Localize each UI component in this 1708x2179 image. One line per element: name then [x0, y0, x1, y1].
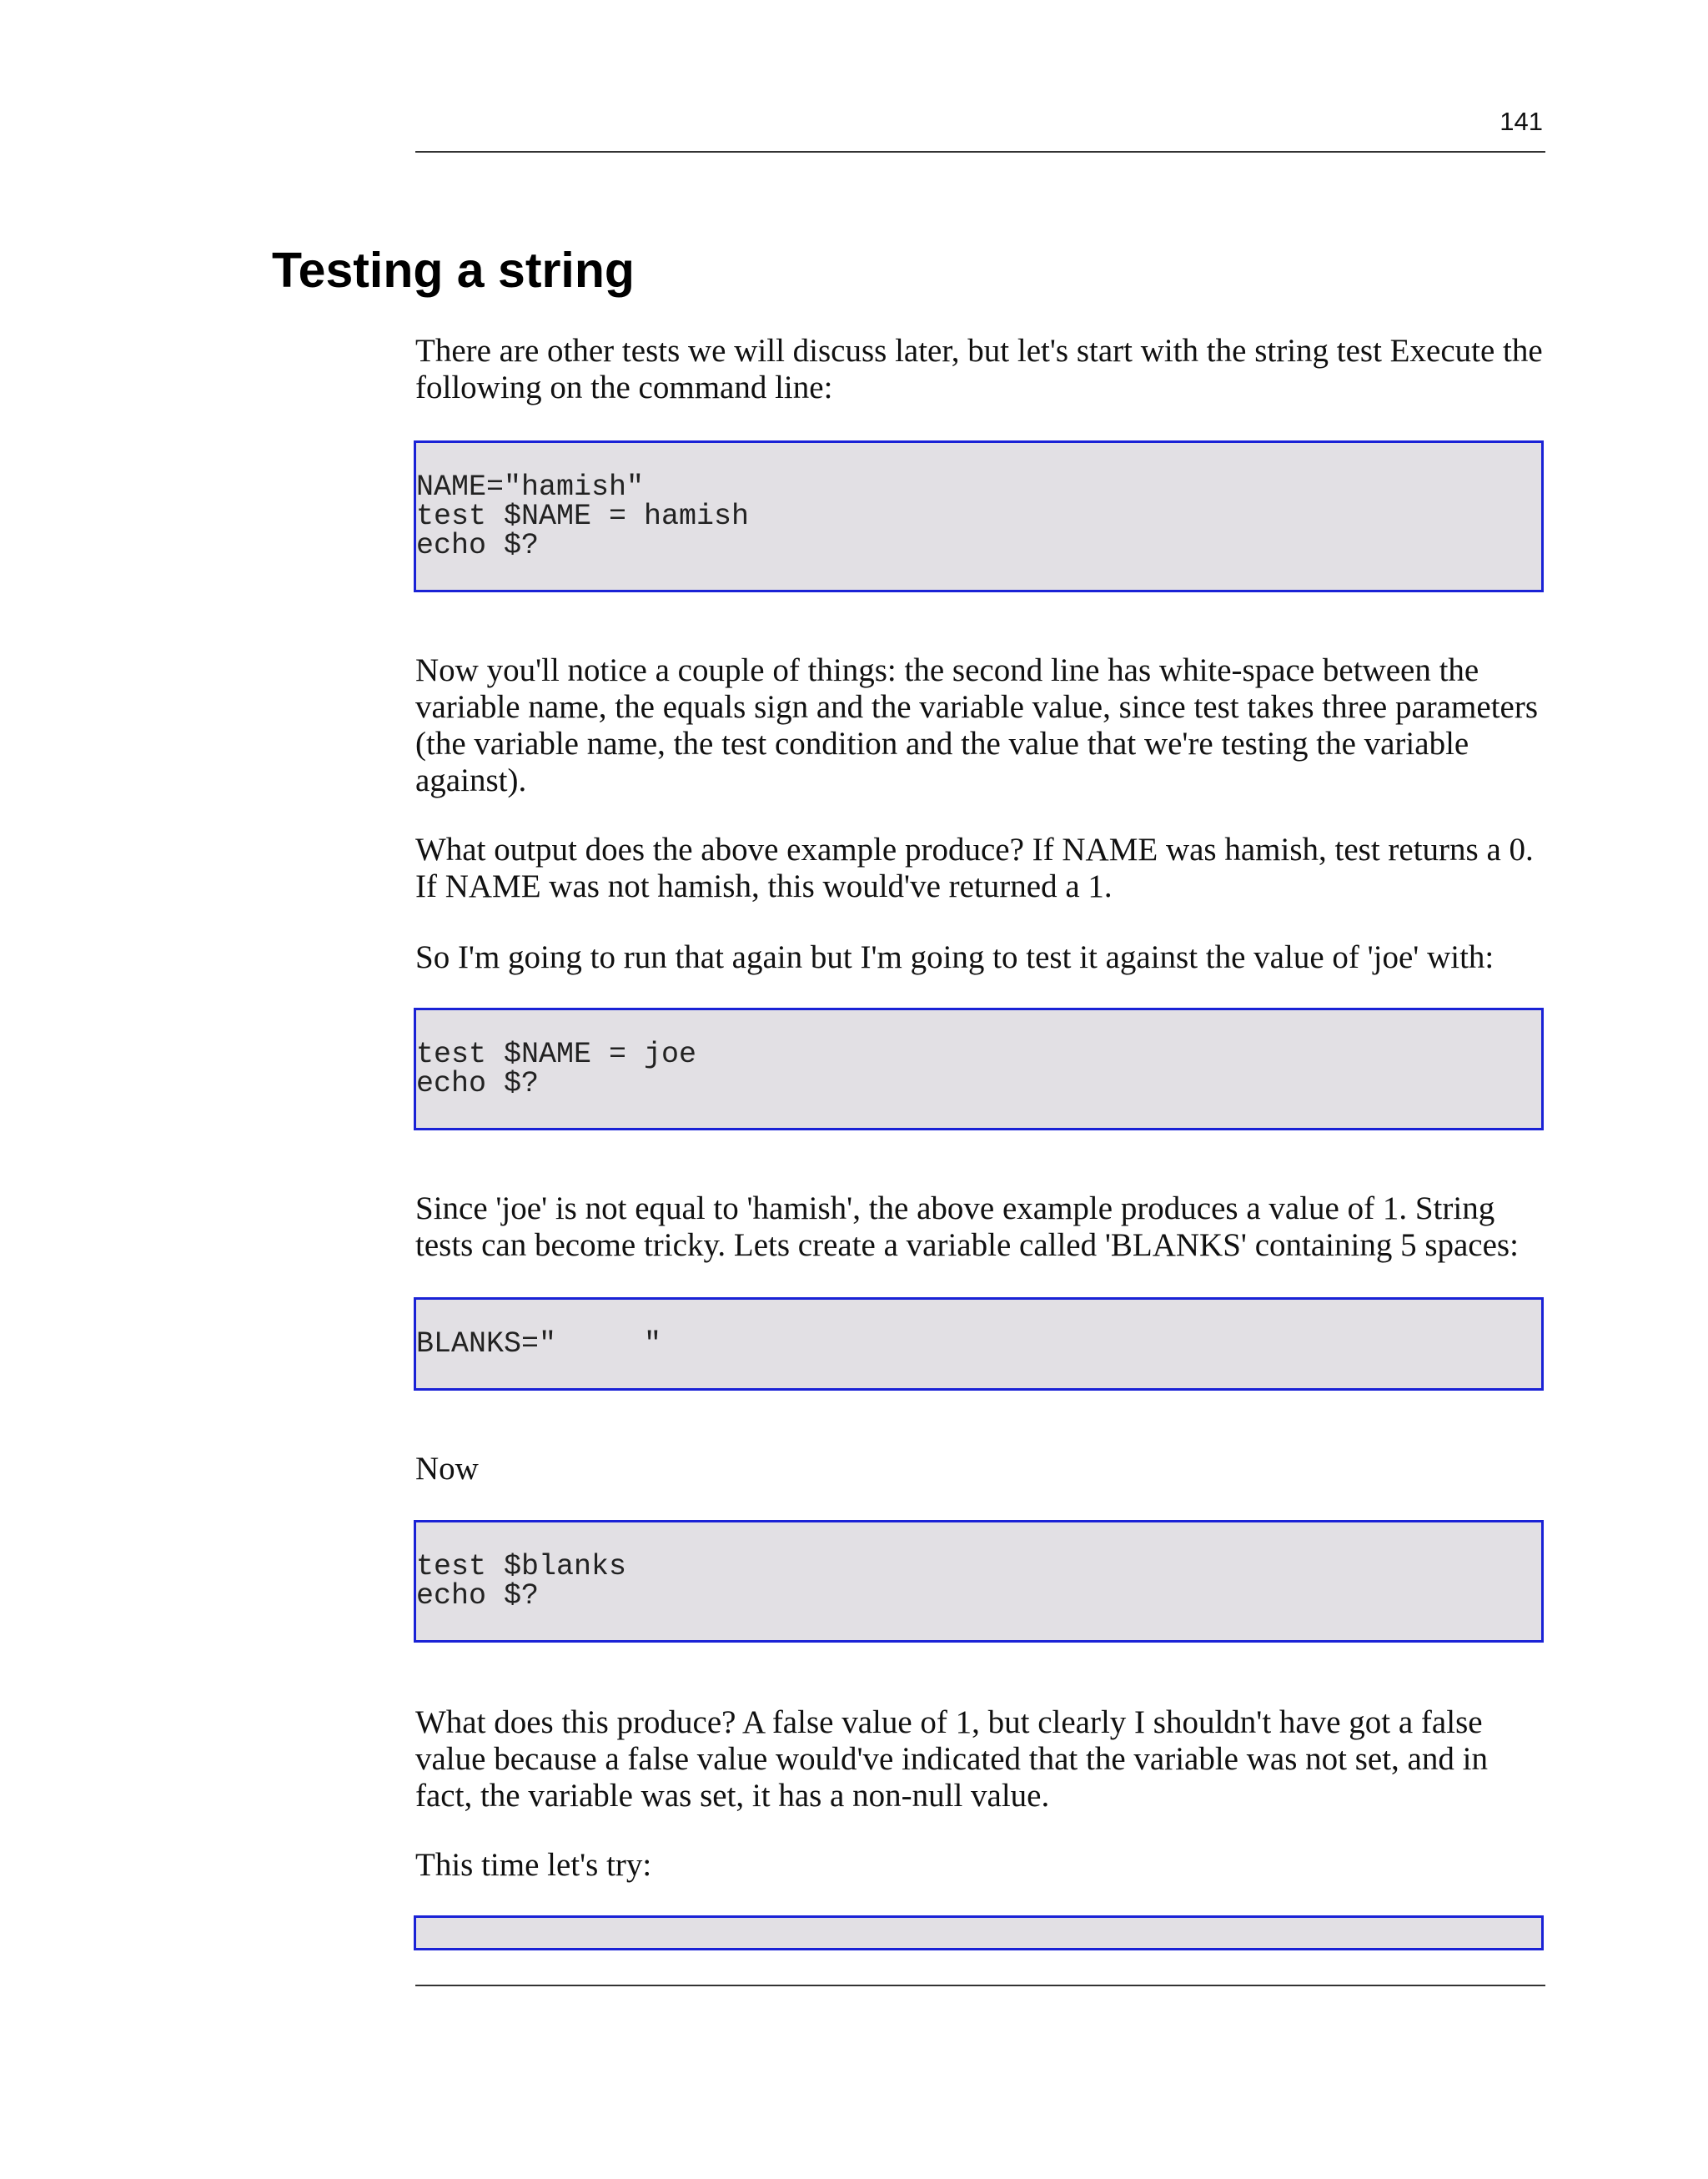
page-number: 141	[1500, 107, 1543, 136]
paragraph-false-value: What does this produce? A false value of 1, but clearly I shouldn't have got a false value because a false value would've indicated that the variable was not set, and in fact, the variable was set, it has a non-null value.	[415, 1704, 1488, 1814]
paragraph-try-again: This time let's try:	[415, 1847, 652, 1883]
code-text: BLANKS=" "	[416, 1327, 662, 1361]
paragraph-output-question: What output does the above example produce? If NAME was hamish, test returns a 0. If NAME was not hamish, this would've returned a 1.	[415, 832, 1534, 904]
header-rule	[415, 151, 1545, 153]
code-text: test $blanks echo $?	[416, 1550, 627, 1613]
code-text: test $NAME = joe echo $?	[416, 1038, 697, 1100]
code-block-blanks-assign	[414, 1297, 1544, 1391]
code-block-name-test	[414, 440, 1544, 592]
paragraph-blanks-intro: Since 'joe' is not equal to 'hamish', the above example produces a value of 1. String tests can become tricky. Lets create a variable called 'BLANKS' containing 5 spaces:	[415, 1190, 1519, 1263]
footer-rule	[415, 1985, 1545, 1986]
code-block-continued	[414, 1915, 1544, 1950]
paragraph-whitespace-note: Now you'll notice a couple of things: the second line has white-space between the variable name, the equals sign and the variable value, since test takes three parameters (the variable name, the test condition and the value that we're testing the variable against).	[415, 652, 1539, 798]
paragraph-now: Now	[415, 1451, 479, 1487]
paragraph-joe-intro: So I'm going to run that again but I'm going to test it against the value of 'joe' with:	[415, 939, 1494, 975]
paragraph-intro: There are other tests we will discuss later, but let's start with the string test Execute the following on the command line:	[415, 333, 1543, 405]
code-block-blanks-test	[414, 1520, 1544, 1643]
section-heading: Testing a string	[272, 243, 635, 298]
code-block-joe-test	[414, 1008, 1544, 1130]
code-text: NAME="hamish" test $NAME = hamish echo $?	[416, 471, 750, 562]
